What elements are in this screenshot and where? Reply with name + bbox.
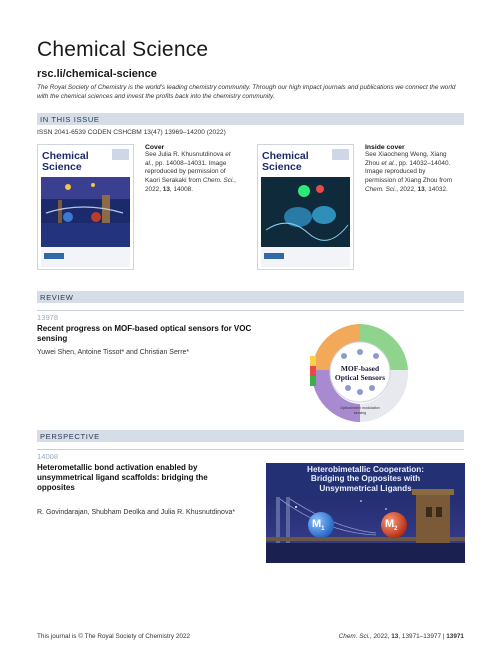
metal-m2-label: $M_2$ [385, 518, 398, 533]
review-graphic[interactable] [304, 318, 416, 428]
inside-cover-description: See Xiaocheng Weng, Xiang Zhou et al., pp. 14032–14040. Image reproduced by permission of Xiang Zhou from Chem. Sci., 2022, 13, 14032. [365, 151, 453, 193]
svg-text:Science: Science [262, 161, 302, 173]
article-authors: R. Govindarajan, Shubham Deolka and Julia R. Khusnutdinova* [37, 509, 236, 516]
cover-thumbnail[interactable] [37, 144, 134, 270]
perspective-graphic[interactable] [266, 463, 465, 563]
inside-cover-caption [365, 144, 457, 195]
inside-cover-label: Inside cover [365, 144, 405, 151]
section-bar-review [37, 291, 464, 303]
footer-citation: Chem. Sci., 2022, 13, 13971–13977 | 13971 [338, 633, 464, 640]
cover-description: See Julia R. Khusnutdinova et al., pp. 14008–14031. Image reproduced by permission of Kaori Serakaki from Chem. Sci., 2022, 13, 14008. [145, 151, 236, 193]
article-title[interactable]: Recent progress on MOF-based optical sensors for VOC sensing [37, 324, 252, 343]
footer-copyright: This journal is © The Royal Society of Chemistry 2022 [37, 633, 191, 640]
issn-line: ISSN 2041-6539 CODEN CSHCBM 13(47) 13969–14200 (2022) [37, 129, 226, 136]
svg-text:Chemical: Chemical [42, 150, 89, 162]
article-authors: Yuwei Shen, Antoine Tissot* and Christian Serre* [37, 349, 190, 356]
section-bar-in-this-issue [37, 113, 464, 125]
divider [37, 310, 464, 311]
journal-url[interactable]: rsc.li/chemical-science [37, 68, 157, 80]
inside-cover-thumbnail[interactable] [257, 144, 354, 270]
inside-cover-image [258, 145, 353, 269]
article-page-number: 13978 [37, 313, 59, 322]
cover-image [38, 145, 133, 269]
section-label: REVIEW [40, 292, 74, 302]
divider [37, 449, 464, 450]
article-title[interactable]: Heterometallic bond activation enabled by unsymmetrical ligand scaffolds: bridging the opposites [37, 463, 208, 492]
section-bar-perspective [37, 430, 464, 442]
graphic-bottom-label: Optical index modulation sensing [340, 406, 380, 415]
metal-m1-label: $M_1$ [312, 518, 325, 533]
cover-label: Cover [145, 144, 165, 151]
svg-text:Chemical: Chemical [262, 150, 309, 162]
section-label: IN THIS ISSUE [40, 114, 100, 124]
journal-title: Chemical Science [37, 38, 209, 61]
graphic-center-label: MOF-based Optical Sensors [334, 364, 386, 382]
section-label: PERSPECTIVE [40, 431, 100, 441]
svg-text:Science: Science [42, 161, 82, 173]
cover-caption [145, 144, 237, 195]
article-page-number: 14008 [37, 452, 59, 461]
graphic-title: Heterobimetallic Cooperation: Bridging the Opposites with Unsymmetrical Ligands [307, 465, 424, 493]
journal-description: The Royal Society of Chemistry is the world's leading chemistry community. Through our high impact journals and publications we connect the world with the chemical sciences and invest the profits back into the chemistry community. [37, 84, 456, 100]
